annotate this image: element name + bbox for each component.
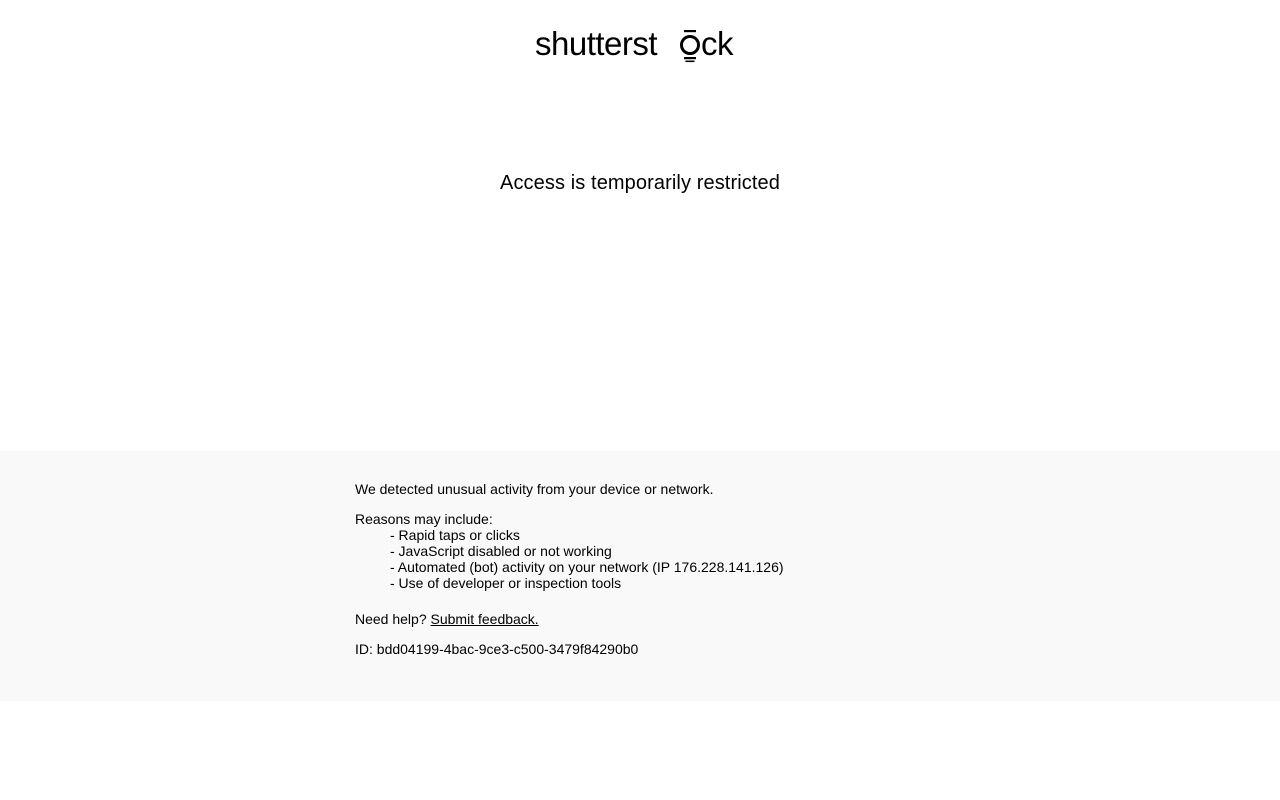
detected-message: We detected unusual activity from your device or network. bbox=[355, 481, 714, 497]
reasons-list bbox=[355, 527, 955, 591]
help-prefix: Need help? bbox=[355, 611, 427, 627]
reasons-heading: Reasons may include: bbox=[355, 511, 493, 527]
reason-item: - JavaScript disabled or not working bbox=[390, 543, 612, 559]
shutterstock-logo[interactable] bbox=[535, 24, 745, 68]
submit-feedback-link[interactable]: Submit feedback. bbox=[430, 611, 539, 627]
info-panel bbox=[0, 451, 1280, 701]
reason-item: - Use of developer or inspection tools bbox=[390, 575, 622, 591]
info-content bbox=[355, 481, 955, 657]
page-title: Access is temporarily restricted bbox=[500, 172, 780, 194]
reason-item: - Rapid taps or clicks bbox=[390, 527, 520, 543]
header bbox=[0, 24, 1280, 68]
reason-item: - Automated (bot) activity on your network (IP 176.228.141.126) bbox=[390, 559, 784, 575]
request-id: ID: bdd04199-4bac-9ce3-c500-3479f84290b0 bbox=[355, 641, 639, 657]
svg-text:shutterst: shutterst bbox=[535, 25, 658, 62]
help-line bbox=[355, 611, 955, 627]
svg-text:ck: ck bbox=[701, 25, 733, 62]
